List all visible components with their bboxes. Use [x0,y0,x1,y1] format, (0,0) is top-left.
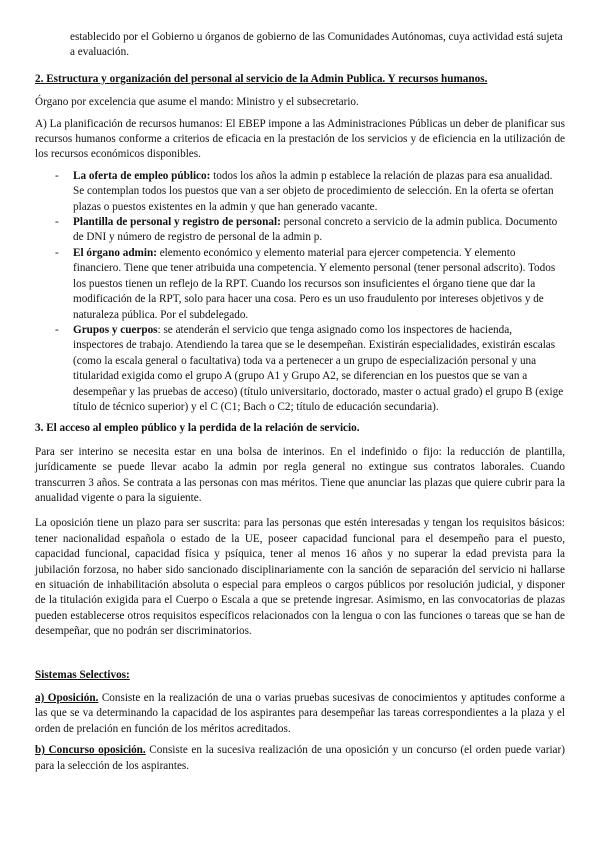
section2-heading: 2. Estructura y organización del personal al servicio de la Admin Publica. Y recursos humanos. [35,72,488,85]
spacer [35,646,565,668]
interino-paragraph: Para ser interino se necesita estar en una bolsa de interinos. En el indefinido o fijo: la reducción de plantilla, jurídicamente se puede llevar acabo la admin por regla general no extingue sus contratos laborales. Cuando transcurren 3 años. Se contrata a las personas con mas méritos. Tiene que anunciar las plazas que quiere cubrir para la anualidad vigente o para la siguiente. [35,445,565,504]
list-item-text: personal concreto a servicio de la admin publica. Documento de DNI y número de registro de personal de la admin p. [73,216,558,244]
list-item-term: El órgano admin: [73,246,157,259]
list-item [35,246,565,323]
dash-bullet: - [55,246,59,259]
section2-list [35,169,565,416]
dash-bullet: - [55,216,59,229]
list-item-text: : se atenderán el servicio que tenga asignado como los inspectores de hacienda, inspectores de trabajo. Atendiendo la tarea que se le desempeñan. Existirán especialidades, existirán escalas (como la escala general o facultativa) toda va a pertenecer a un grupo de especialización personal y una titularidad exigida como el grupo A (grupo A1 y Grupo A2, se diferencian en los puestos que se van a desempeñar y las pruebas de acceso) (título universitario, doctorado, master o actual grado) el grupo B (exige título de técnico superior) y el C (C1; Bach o C2; título de educación secundaria). [73,323,564,413]
planning-paragraph: A) La planificación de recursos humanos: El EBEP impone a las Administraciones Públicas un deber de planificar sus recursos humanos conforme a criterios de eficacia en la prestación de los servicios y de eficiencia en la utilización de los recursos económicos disponibles. [35,117,565,161]
oposicion-requisitos-paragraph: La oposición tiene un plazo para ser suscrita: para las personas que estén interesadas y tengan los requisitos básicos: tener nacionalidad española o estado de la UE, poseer capacidad funcional para el desempeño para el puesto, capacidad funcional, capacidad física y psíquica, tener al menos 16 años y no superar la edad prevista para la jubilación forzosa, no haber sido sancionado disciplinariamente con la sanción de separación del servicio ni hallarse en situación de inhabilitación absoluta o especial para empleos o cargos públicos por resolución judicial, y disponer de la titulación exigida para el Cuerpo o Escala a que se pretende ingresar. Asimismo, en las convocatorias de plazas pueden establecerse otros requisitos específicos relacionados con la lengua o con las funciones o tareas que se han de desempeñar, que no podrán ser discriminatorios. [35,517,565,638]
oposicion-paragraph [35,691,565,737]
list-item-text: todos los años la admin p establece la relación de plazas para esa anualidad. Se contemplan todos los puestos que van a ser objeto de procedimiento de selección. En la oferta se ofertan plazas o puestos existentes en la admin y que han generado vacante. [73,169,554,213]
organ-paragraph: Órgano por excelencia que asume el mando: Ministro y el subsecretario. [35,96,359,109]
concurso-oposicion-term: b) Concurso oposición. [35,744,146,757]
concurso-oposicion-paragraph [35,743,565,774]
dash-bullet: - [55,169,59,182]
list-item-text: elemento económico y elemento material para ejercer competencia. Y elemento financiero. Tiene que tener atribuida una competencia. Y elemento personal (tener personal adscrito). Todos los puestos tienen un reflejo de la RPT. Cuando los recursos son insuficientes el órgano tiene que dar la modificación de la RPT, solo para hacer una cosa. Pero es un uso fraudulento por intereses objetivos y de naturaleza pública. Por el subdelegado. [73,246,556,321]
oposicion-text: Consiste en la realización de una o varias pruebas sucesivas de conocimientos y aptitudes conforme a las que se va determinando la capacidad de los aspirantes para desempeñar las tareas correspondientes a la plaza y el orden de prelación en función de los méritos acreditados. [35,692,565,735]
intro-continuation: establecido por el Gobierno u órganos de gobierno de las Comunidades Autónomas, cuya actividad está sujeta a evaluación. [70,31,563,59]
list-item-term: Grupos y cuerpos [73,323,158,336]
sistemas-heading: Sistemas Selectivos: [35,668,130,681]
list-item [35,169,565,215]
list-item [35,323,565,415]
concurso-oposicion-text: Consiste en la sucesiva realización de una oposición y un concurso (el orden puede variar) para la selección de los aspirantes. [35,744,565,772]
document-page [35,30,565,780]
oposicion-term: a) Oposición. [35,692,99,705]
section3-heading: 3. El acceso al empleo público y la perdida de la relación de servicio. [35,422,360,435]
list-item-term: Plantilla de personal y registro de personal: [73,216,281,229]
list-item-term: La oferta de empleo público: [73,169,211,182]
list-item [35,215,565,246]
dash-bullet: - [55,323,59,336]
